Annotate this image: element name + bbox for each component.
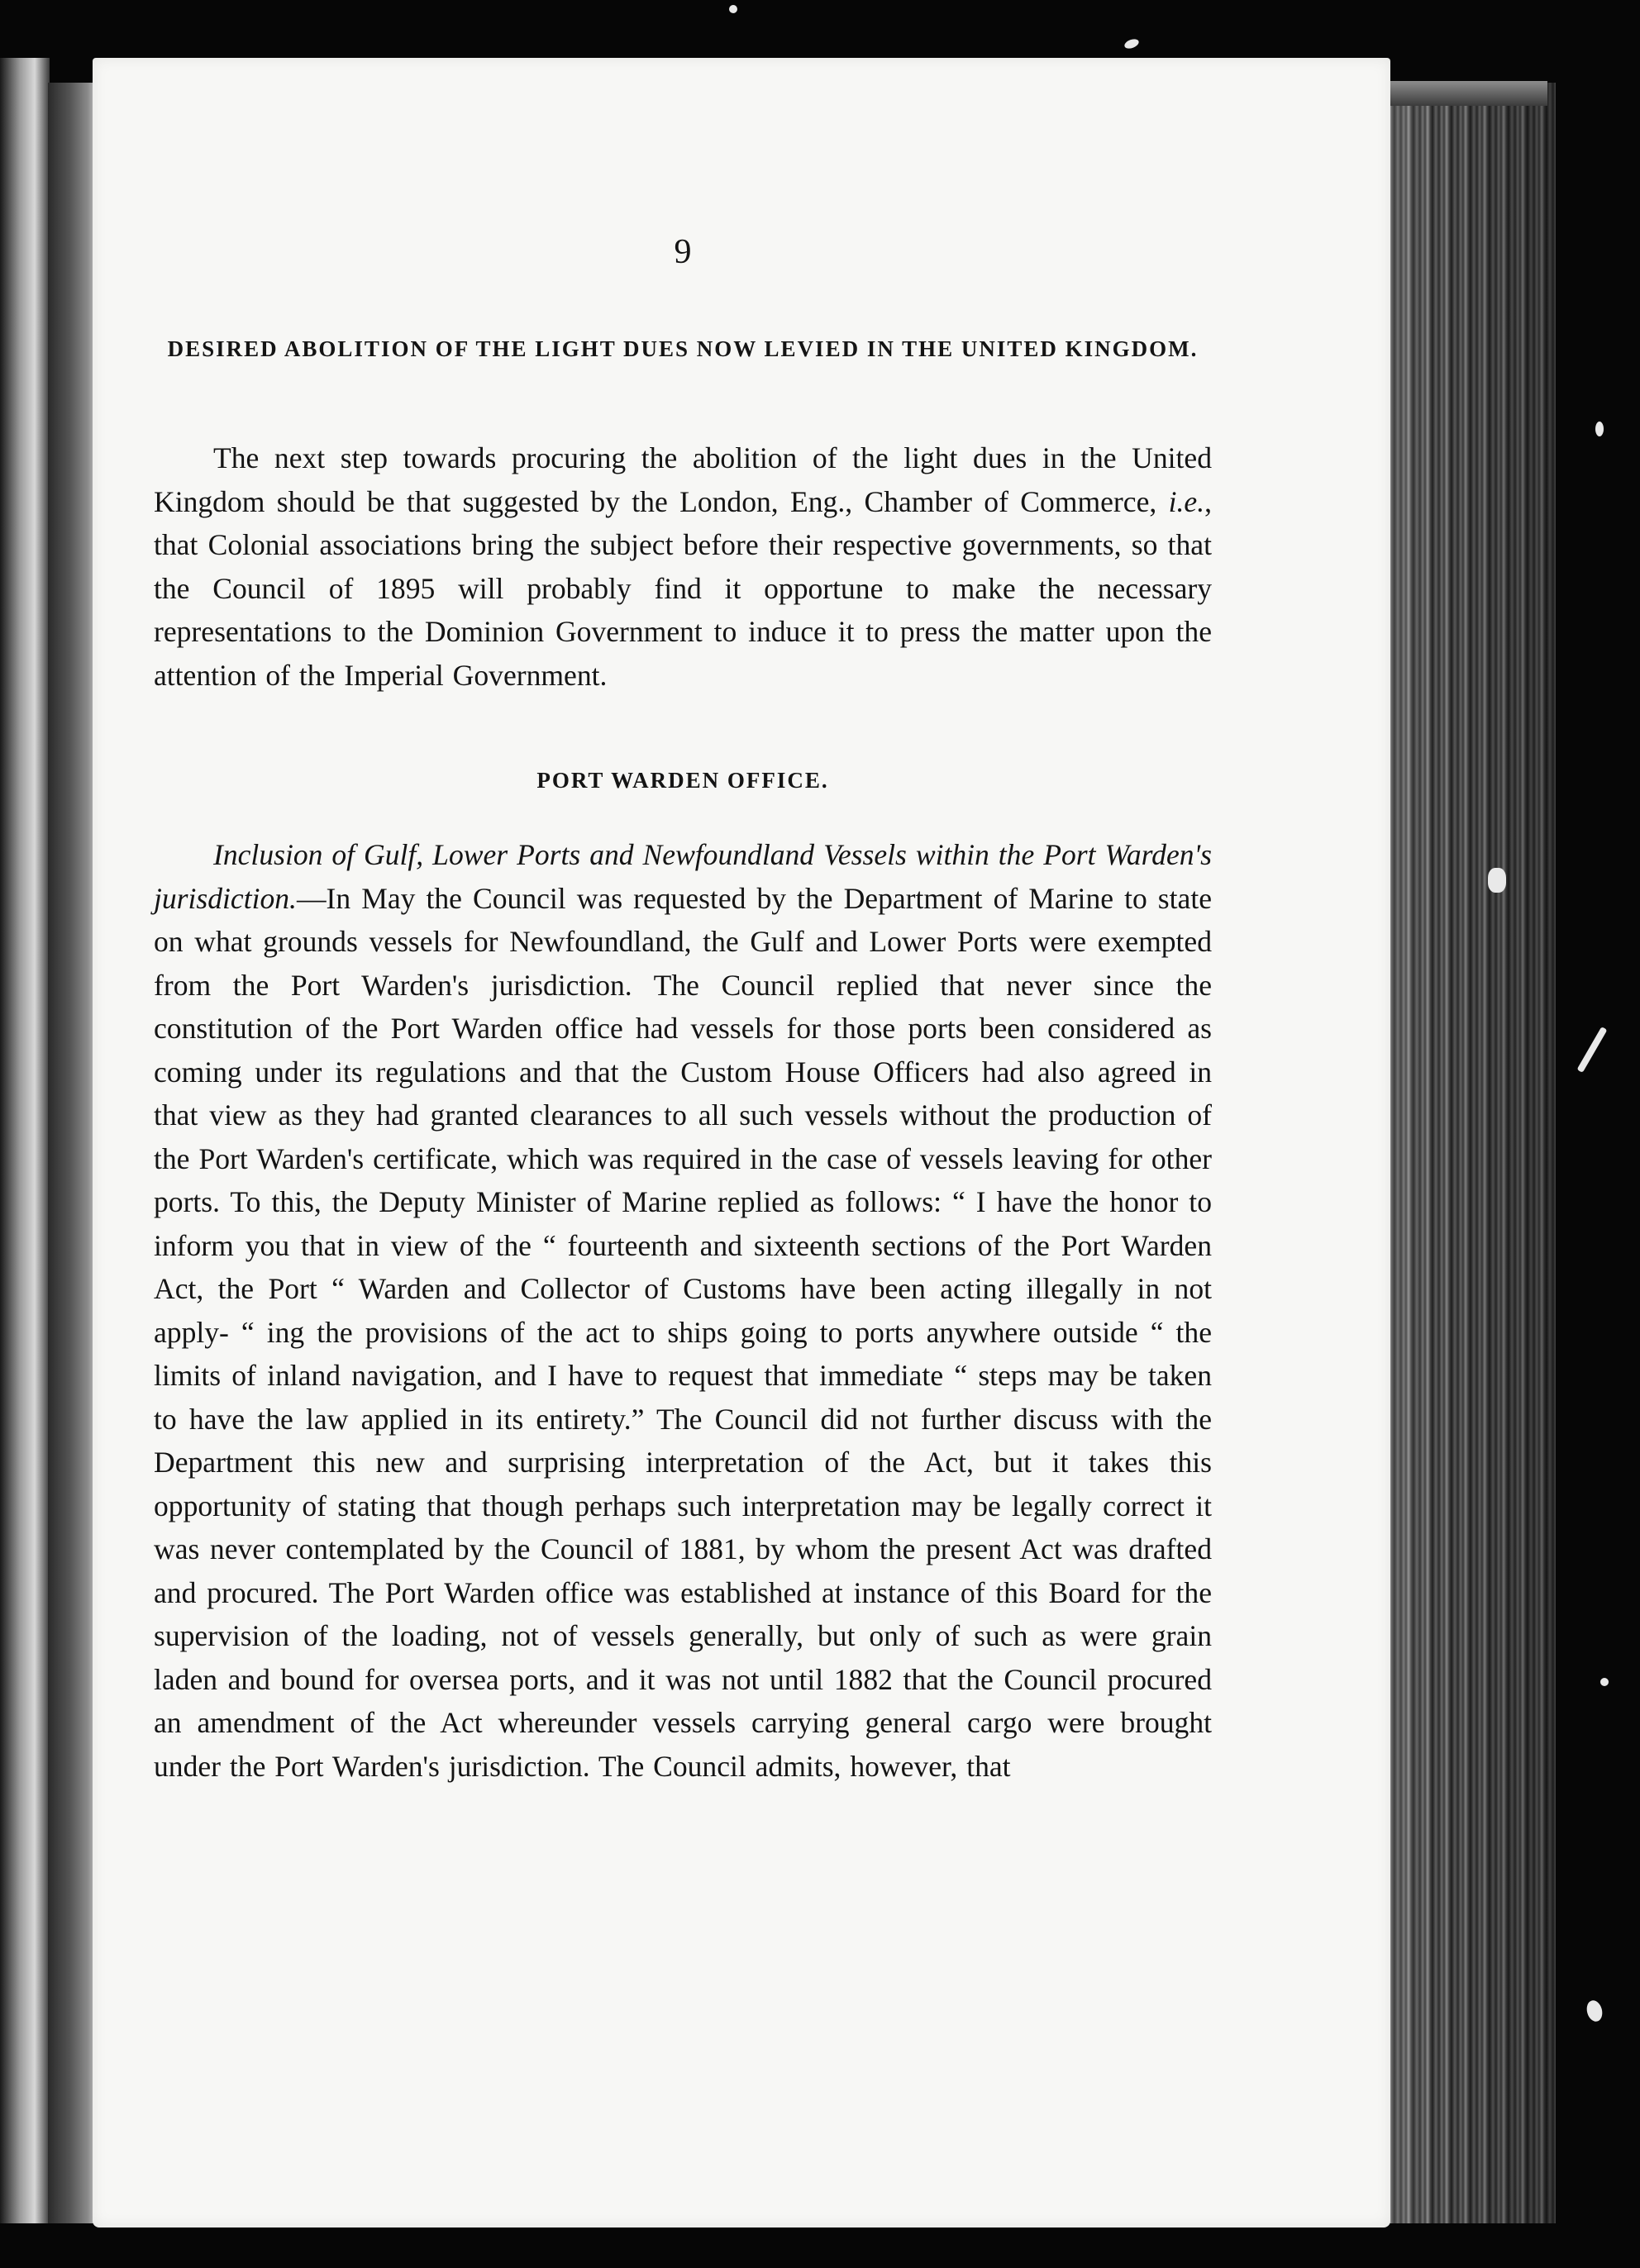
section-heading-port-warden: PORT WARDEN OFFICE.: [536, 768, 829, 793]
section-heading-light-dues: DESIRED ABOLITION OF THE LIGHT DUES NOW LEVIED IN THE UNITED KINGDOM.: [167, 336, 1199, 361]
paragraph-light-dues-ie: i.e.: [1168, 484, 1205, 518]
paragraph-light-dues-intro: The next step towards procuring the abolition of the light dues in the United Kingdom should be that suggested by the London, Eng., Chamber of Commerce,: [154, 441, 1212, 518]
dust-speck: [729, 5, 737, 13]
page-block-shade: [1382, 83, 1556, 2223]
dust-speck: [1488, 868, 1506, 893]
dust-speck: [1595, 422, 1604, 436]
previous-page-edge: [0, 58, 50, 2223]
page-number: 9: [674, 233, 692, 271]
page-block-top: [1382, 81, 1547, 106]
dust-speck: [1123, 37, 1140, 50]
dust-speck: [1577, 1027, 1608, 1073]
paragraph-light-dues-rest: , that Colonial associations bring the subject before their respective governments, so that the Council of 1895 will probably find it opportune to make the necessary representations to the Dominion Government to induce it to press the matter upon the attention of the Imperial Government.: [154, 484, 1212, 692]
dust-speck: [1585, 1999, 1604, 2023]
dust-speck: [1600, 1678, 1609, 1686]
paragraph-port-warden: [154, 833, 1212, 1788]
paragraph-port-warden-lead: Inclusion of Gulf, Lower Ports and Newfoundland Vessels within the Port Warden's jurisdiction.: [154, 838, 1212, 915]
paragraph-port-warden-body: —In May the Council was requested by the Department of Marine to state on what grounds vessels for Newfoundland, the Gulf and Lower Ports were exempted from the Port Warden's jurisdiction. The Council replied that never since the constitution of the Port Warden office had vessels for those ports been considered as coming under its regulations and that the Custom House Officers had also agreed in that view as they had granted clearances to all such vessels without the production of the Port Warden's certificate, which was required in the case of vessels leaving for other ports. To this, the Deputy Minister of Marine replied as follows: “ I have the honor to inform you that in view of the “ fourteenth and sixteenth sections of the Port Warden Act, the Port “ Warden and Collector of Customs have been acting illegally in not apply- “ ing the provisions of the act to ships going to ports anywhere outside “ the limits of inland navigation, and I have to request that immediate “ steps may be taken to have the law applied in its entirety.” The Council did not further discuss with the Department this new and surprising interpretation of the Act, but it takes this opportunity of stating that though perhaps such interpretation may be legally correct it was never contemplated by the Council of 1881, by whom the present Act was drafted and procured. The Port Warden office was established at instance of this Board for the supervision of the loading, not of vessels generally, but only of such as were grain laden and bound for oversea ports, and it was not until 1882 that the Council procured an amendment of the Act whereunder vessels carrying general cargo were brought under the Port Warden's jurisdiction. The Council admits, however, that: [154, 881, 1212, 1783]
book-gutter: [48, 83, 98, 2223]
paragraph-light-dues: [154, 436, 1212, 697]
